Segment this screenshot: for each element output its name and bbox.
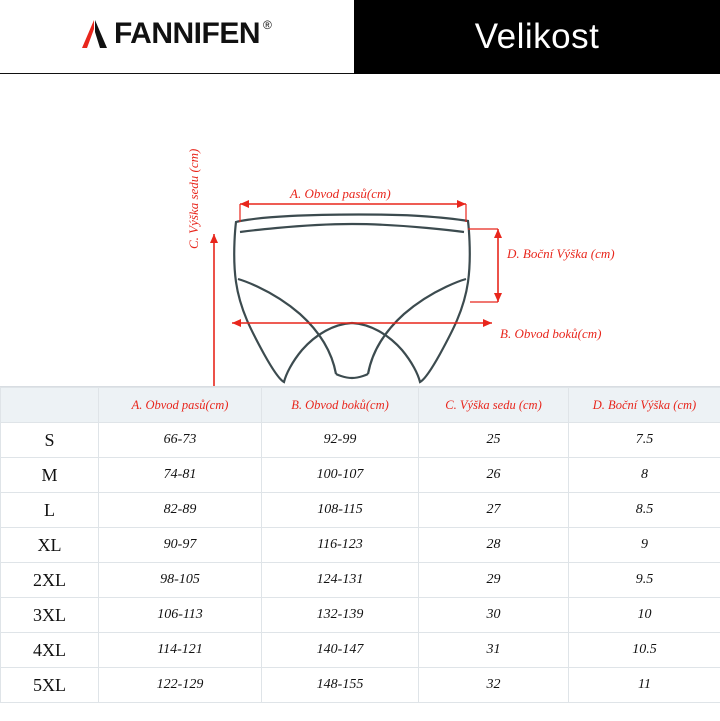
cell-rise: 28 bbox=[419, 528, 569, 563]
cell-side-height: 9.5 bbox=[569, 563, 720, 598]
registered-mark: ® bbox=[263, 18, 272, 32]
table-header-rise: C. Výška sedu (cm) bbox=[419, 388, 569, 423]
title-banner bbox=[354, 0, 720, 74]
cell-hips: 108-115 bbox=[262, 493, 419, 528]
table-header-row bbox=[1, 388, 720, 423]
cell-waist: 122-129 bbox=[99, 668, 262, 703]
cell-size: S bbox=[1, 423, 99, 458]
size-table bbox=[0, 387, 720, 703]
cell-waist: 82-89 bbox=[99, 493, 262, 528]
measurement-diagram bbox=[0, 74, 720, 386]
brand-logo bbox=[80, 18, 272, 50]
cell-rise: 30 bbox=[419, 598, 569, 633]
cell-hips: 100-107 bbox=[262, 458, 419, 493]
cell-side-height: 7.5 bbox=[569, 423, 720, 458]
cell-waist: 98-105 bbox=[99, 563, 262, 598]
cell-rise: 26 bbox=[419, 458, 569, 493]
table-row bbox=[1, 493, 720, 528]
table-row bbox=[1, 668, 720, 703]
cell-side-height: 8 bbox=[569, 458, 720, 493]
cell-side-height: 10 bbox=[569, 598, 720, 633]
cell-hips: 140-147 bbox=[262, 633, 419, 668]
table-header-side-height: D. Boční Výška (cm) bbox=[569, 388, 720, 423]
cell-rise: 29 bbox=[419, 563, 569, 598]
garment-illustration bbox=[0, 74, 720, 386]
table-header-waist: A. Obvod pasů(cm) bbox=[99, 388, 262, 423]
brand-mark-icon bbox=[80, 18, 110, 50]
table-header-hips: B. Obvod boků(cm) bbox=[262, 388, 419, 423]
table-row bbox=[1, 458, 720, 493]
cell-waist: 74-81 bbox=[99, 458, 262, 493]
table-header-size bbox=[1, 388, 99, 423]
cell-rise: 27 bbox=[419, 493, 569, 528]
cell-size: XL bbox=[1, 528, 99, 563]
cell-waist: 106-113 bbox=[99, 598, 262, 633]
cell-hips: 148-155 bbox=[262, 668, 419, 703]
brand-name: FANNIFEN bbox=[114, 18, 260, 50]
table-row bbox=[1, 528, 720, 563]
page-title: Velikost bbox=[354, 0, 720, 74]
cell-side-height: 11 bbox=[569, 668, 720, 703]
cell-waist: 114-121 bbox=[99, 633, 262, 668]
cell-hips: 116-123 bbox=[262, 528, 419, 563]
cell-rise: 31 bbox=[419, 633, 569, 668]
cell-waist: 90-97 bbox=[99, 528, 262, 563]
cell-size: 5XL bbox=[1, 668, 99, 703]
cell-size: 3XL bbox=[1, 598, 99, 633]
diagram-label-a: A. Obvod pasů(cm) bbox=[290, 186, 391, 202]
cell-size: 2XL bbox=[1, 563, 99, 598]
cell-size: 4XL bbox=[1, 633, 99, 668]
cell-side-height: 10.5 bbox=[569, 633, 720, 668]
cell-waist: 66-73 bbox=[99, 423, 262, 458]
cell-hips: 124-131 bbox=[262, 563, 419, 598]
cell-size: L bbox=[1, 493, 99, 528]
table-row bbox=[1, 563, 720, 598]
table-row bbox=[1, 598, 720, 633]
cell-size: M bbox=[1, 458, 99, 493]
table-row bbox=[1, 423, 720, 458]
cell-hips: 132-139 bbox=[262, 598, 419, 633]
diagram-label-c: C. Výška sedu (cm) bbox=[186, 149, 202, 249]
cell-hips: 92-99 bbox=[262, 423, 419, 458]
cell-rise: 25 bbox=[419, 423, 569, 458]
cell-side-height: 8.5 bbox=[569, 493, 720, 528]
diagram-label-d: D. Boční Výška (cm) bbox=[507, 246, 615, 262]
table-row bbox=[1, 633, 720, 668]
size-table-wrapper bbox=[0, 386, 720, 721]
header bbox=[0, 0, 720, 74]
cell-rise: 32 bbox=[419, 668, 569, 703]
diagram-label-b: B. Obvod boků(cm) bbox=[500, 326, 601, 342]
cell-side-height: 9 bbox=[569, 528, 720, 563]
